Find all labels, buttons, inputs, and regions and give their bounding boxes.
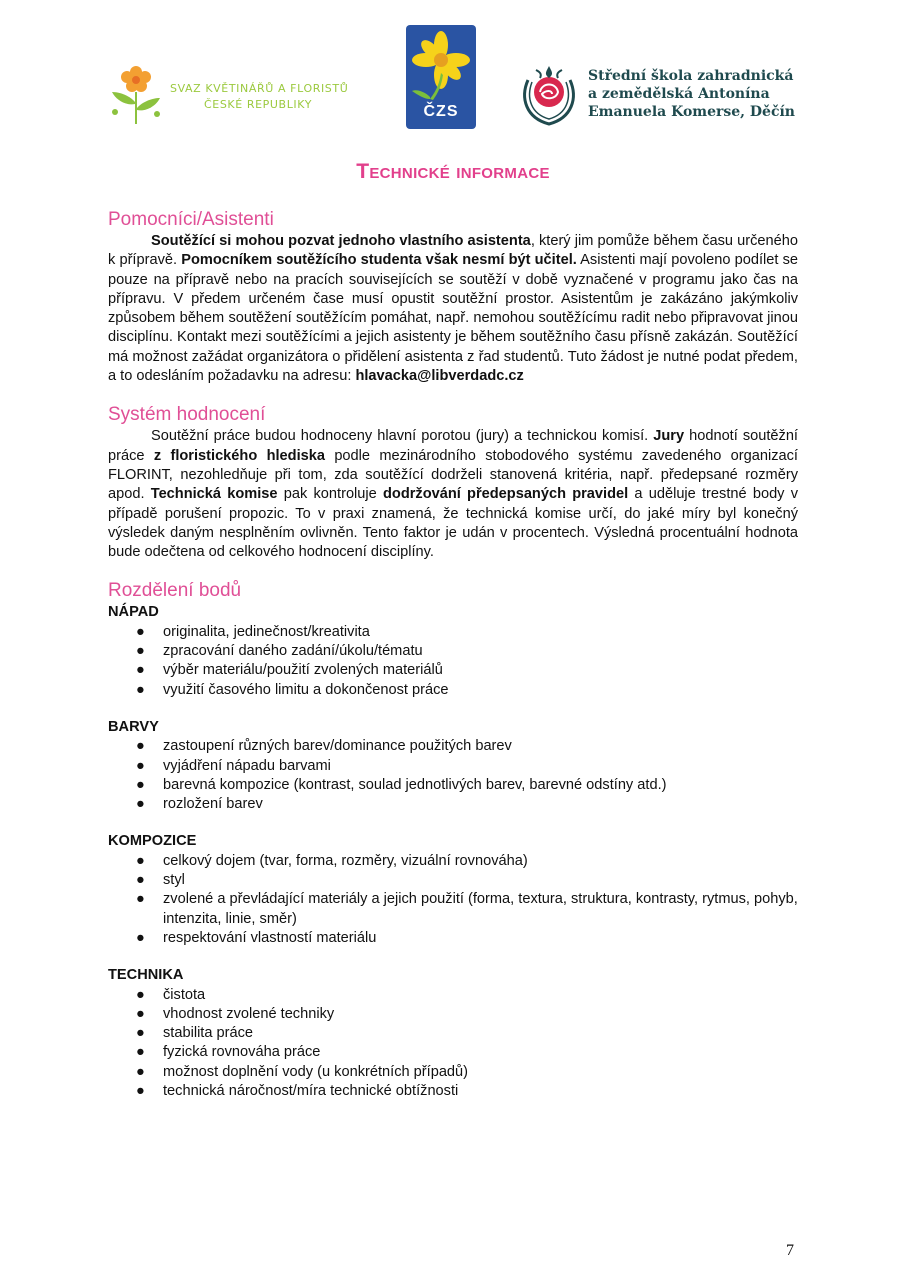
criteria-item-text: technická náročnost/míra technické obtížnosti (163, 1082, 459, 1099)
criteria-item (108, 986, 798, 1005)
criteria-item (108, 776, 798, 795)
bullet-icon: ● (136, 986, 145, 1003)
bullet-icon: ● (136, 1044, 145, 1061)
criteria-item (108, 929, 798, 948)
section-evaluation (108, 403, 798, 562)
criteria-category: NÁPAD (108, 604, 159, 621)
criteria-item (108, 681, 798, 700)
bullet-icon: ● (136, 1082, 145, 1099)
bullet-icon: ● (136, 1063, 145, 1080)
criteria-item-text: originalita, jedinečnost/kreativita (163, 623, 370, 640)
section-paragraph (108, 232, 798, 386)
section-paragraph (108, 427, 798, 562)
criteria-item (108, 642, 798, 661)
bullet-icon: ● (136, 623, 145, 640)
criteria-list (108, 623, 798, 700)
bullet-icon: ● (136, 776, 145, 793)
section-heading: Rozdělení bodů (108, 580, 242, 602)
paragraph-text: pak kontroluje (277, 486, 383, 503)
rose-emblem-icon (518, 60, 580, 128)
bold-text: z floristického hlediska (153, 447, 325, 464)
bullet-icon: ● (136, 681, 145, 698)
criteria-item-text: využití časového limitu a dokončenost práce (163, 681, 449, 698)
criteria-category: TECHNIKA (108, 967, 184, 984)
bold-text: dodržování předepsaných pravidel (383, 486, 629, 503)
school-name-line3: Emanuela Komerse, Děčín (588, 104, 795, 120)
criteria-item (108, 890, 798, 929)
criteria-item (108, 623, 798, 642)
bullet-icon: ● (136, 1025, 145, 1042)
school-name-line2: a zemědělská Antonína (588, 86, 770, 102)
criteria-item-text: barevná kompozice (kontrast, soulad jednotlivých barev, barevné odstíny atd.) (163, 776, 667, 793)
bullet-icon: ● (136, 796, 145, 813)
bold-text: Jury (653, 428, 685, 445)
paragraph-text: , který jim pomůže během času určeného k přípravě. (108, 233, 798, 269)
criteria-item-text: možnost doplnění vody (u konkrétních případů) (163, 1063, 469, 1080)
svkf-name-line2: ČESKÉ REPUBLIKY (204, 98, 313, 111)
section-heading: Systém hodnocení (108, 404, 266, 426)
criteria-item-text: celkový dojem (tvar, forma, rozměry, vizuální rovnováha) (163, 852, 528, 869)
criteria-item-text: zvolené a převládající materiály a jejich použití (forma, textura, struktura, kontrasty, rytmus, pohyb, intenzita, linie, směr) (163, 891, 798, 927)
page-number: 7 (786, 1242, 794, 1259)
criteria-item (108, 1005, 798, 1024)
bullet-icon: ● (136, 738, 145, 755)
bullet-icon: ● (136, 1005, 145, 1022)
criteria-item (108, 1063, 798, 1082)
svkf-name-line1: SVAZ KVĚTINÁŘŮ A FLORISTŮ (170, 82, 349, 95)
criteria-item-text: výběr materiálu/použití zvolených materiálů (163, 662, 443, 679)
czs-logo (406, 25, 476, 129)
criteria-list (108, 986, 798, 1102)
section-heading: Pomocníci/Asistenti (108, 209, 274, 230)
criteria-item-text: stabilita práce (163, 1025, 254, 1042)
criteria-category: KOMPOZICE (108, 833, 197, 850)
bullet-icon: ● (136, 662, 145, 679)
criteria-item-text: fyzická rovnováha práce (163, 1044, 321, 1061)
document-title: Technické informace (356, 160, 550, 183)
section-assistants (108, 208, 798, 386)
paragraph-text: Asistenti mají povoleno podílet se pouze na přípravě nebo na pracích souvisejících se soutěží v době vyznačené v programu jako čas na přípravu. V předem určeném čase musí opustit soutěžní prostor. Asistentům je zakázáno jakýmkoliv způsobem během soutěžení soutěžícím pomáhat, např. nemohou soutěžícímu radit nebo připravovat jinou disciplínu. Kontakt mezi soutěžícími a jejich asistenty je během soutěžního času přísně zakázán. Soutěžící má možnost zažádat organizátora o přidělení asistenta z řad studentů. Tuto žádost je nutné podat předem, a to odesláním požadavku na adresu: (108, 252, 799, 385)
criteria-item (108, 852, 798, 871)
criteria-item (108, 1024, 798, 1043)
criteria-item (108, 795, 798, 814)
paragraph-text: podle mezinárodního stobodového systému zavedeného organizací FLORINT, nezohledňuje při tom, zda soutěžící dodrželi stanovená kritéria, např. předepsané rozměry apod. (108, 447, 798, 503)
school-name-line1: Střední škola zahradnická (588, 68, 794, 84)
bullet-icon: ● (136, 643, 145, 660)
flower-icon (108, 62, 164, 126)
criteria-item-text: vyjádření nápadu barvami (163, 757, 331, 774)
criteria-list (108, 737, 798, 814)
criteria-category: BARVY (108, 718, 159, 735)
criteria-item-text: rozložení barev (163, 796, 263, 813)
bold-text: Pomocníkem soutěžícího studenta však nesmí být učitel. (181, 252, 577, 269)
criteria-groups (108, 603, 798, 1101)
bold-text: Soutěžící si mohou pozvat jednoho vlastního asistenta (151, 233, 531, 249)
page-header (0, 0, 906, 140)
paragraph-text: hodnotí soutěžní práce (108, 428, 798, 464)
criteria-item (108, 1082, 798, 1101)
paragraph-text: a uděluje trestné body v případě porušení propozic. To v praxi znamená, že technická komise určí, do jaké míry byl konečný výsledek daným nesplněním ovlivněn. Tento faktor je udán v procentech. Výsledná procentuální hodnota bude odečtena od celkového hodnocení disciplíny. (108, 486, 798, 561)
criteria-item-text: styl (163, 872, 185, 889)
bullet-icon: ● (136, 929, 145, 946)
criteria-item (108, 661, 798, 680)
criteria-item-text: zpracování daného zadání/úkolu/tématu (163, 643, 423, 660)
email-address: hlavacka@libverdadc.cz (355, 368, 524, 385)
bold-text: Technická komise (150, 486, 278, 503)
school-logo (518, 60, 808, 130)
svkf-logo (108, 62, 358, 126)
criteria-item (108, 737, 798, 756)
paragraph-text: Soutěžní práce budou hodnoceny hlavní porotou (jury) a technickou komisí. (151, 428, 654, 445)
bullet-icon: ● (136, 852, 145, 869)
bullet-icon: ● (136, 872, 145, 889)
criteria-item-text: zastoupení různých barev/dominance použitých barev (163, 738, 512, 755)
bullet-icon: ● (136, 757, 145, 774)
bullet-icon: ● (136, 891, 145, 908)
section-points (108, 579, 798, 1101)
czs-abbreviation: ČZS (423, 103, 459, 120)
criteria-item-text: vhodnost zvolené techniky (163, 1005, 335, 1022)
document-content (108, 208, 798, 1119)
criteria-item (108, 757, 798, 776)
criteria-item (108, 871, 798, 890)
criteria-item (108, 1043, 798, 1062)
criteria-item-text: respektování vlastností materiálu (163, 929, 377, 946)
criteria-item-text: čistota (163, 986, 206, 1003)
criteria-list (108, 852, 798, 948)
